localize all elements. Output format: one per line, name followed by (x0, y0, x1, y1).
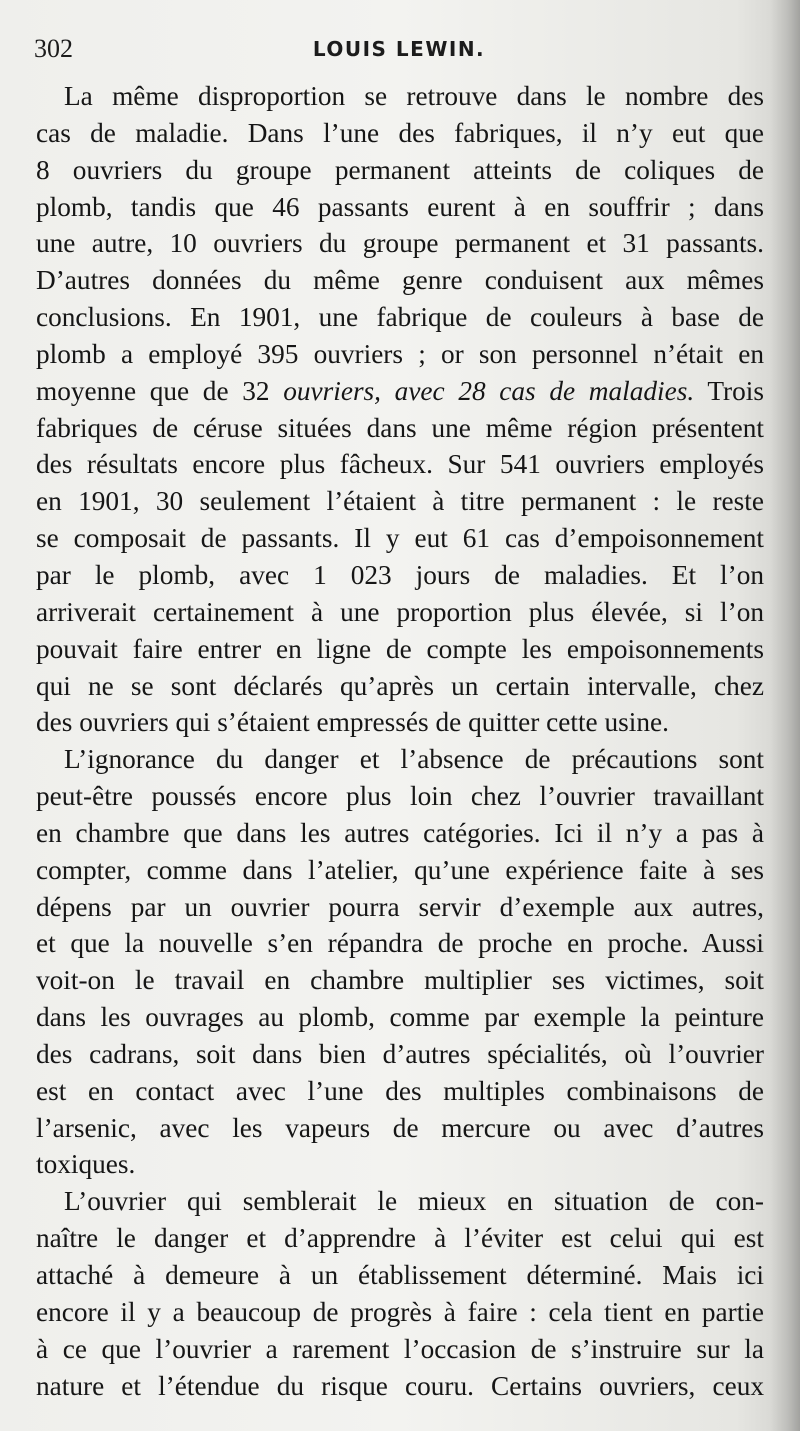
page-header (34, 34, 764, 74)
text-line: des résultats encore plus fâcheux. Sur 541 ouvriers employés (36, 449, 764, 480)
text-run: Trois (694, 375, 765, 406)
text-line: et que la nouvelle s’en répandra de proche en proche. Aussi (36, 928, 764, 959)
running-head: LOUIS LEWIN. (312, 37, 486, 61)
text-line: L’ouvrier qui semblerait le mieux en situation de con- (64, 1186, 764, 1217)
text-line: conclusions. En 1901, une fabrique de couleurs à base de (36, 302, 764, 333)
text-line: plomb, tandis que 46 passants eurent à en souffrir ; dans (36, 191, 764, 222)
text-line: D’autres données du même genre conduisent aux mêmes (36, 265, 764, 296)
text-line: voit-on le travail en chambre multiplier ses victimes, soit (36, 965, 764, 996)
text-line: toxiques. (36, 1149, 136, 1180)
text-line: à ce que l’ouvrier a rarement l’occasion de s’instruire sur la (36, 1333, 764, 1364)
text-line (36, 373, 764, 410)
paragraph (36, 741, 764, 1183)
text-line: fabriques de céruse situées dans une même région présentent (36, 412, 764, 443)
page-gutter-shadow (770, 0, 800, 1431)
text-line: des cadrans, soit dans bien d’autres spécialités, où l’ouvrier (36, 1038, 764, 1069)
text-line: nature et l’étendue du risque couru. Certains ouvriers, ceux (36, 1370, 764, 1401)
text-line: dépens par un ouvrier pourra servir d’exemple aux autres, (36, 891, 764, 922)
text-line: en chambre que dans les autres catégories. Ici il n’y a pas à (36, 817, 764, 848)
text-line: en 1901, 30 seulement l’étaient à titre permanent : le reste (36, 486, 764, 517)
text-line: L’ignorance du danger et l’absence de précautions sont (64, 744, 764, 775)
text-line: se composait de passants. Il y eut 61 cas d’empoisonnement (36, 523, 764, 554)
paragraph (36, 78, 764, 741)
text-run: moyenne que de 32 (36, 375, 284, 406)
text-line: arriverait certainement à une proportion plus élevée, si l’on (36, 596, 764, 627)
italic-text-run: ouvriers, avec 28 cas de maladies. (283, 375, 695, 406)
text-line: plomb a employé 395 ouvriers ; or son personnel n’était en (36, 338, 764, 369)
text-line: encore il y a beaucoup de progrès à faire : cela tient en partie (36, 1296, 764, 1327)
text-line: par le plomb, avec 1 023 jours de maladies. Et l’on (36, 559, 764, 590)
text-line: l’arsenic, avec les vapeurs de mercure ou avec d’autres (36, 1112, 764, 1143)
text-line: attaché à demeure à un établissement déterminé. Mais ici (36, 1260, 764, 1290)
text-line: dans les ouvrages au plomb, comme par exemple la peinture (36, 1002, 764, 1033)
page-number: 302 (34, 34, 73, 63)
text-line: 8 ouvriers du groupe permanent atteints de coliques de (36, 154, 764, 185)
paragraph (36, 1183, 764, 1404)
text-line: La même disproportion se retrouve dans le nombre des (64, 81, 764, 111)
text-line: est en contact avec l’une des multiples combinaisons de (36, 1075, 764, 1106)
text-line: cas de maladie. Dans l’une des fabriques, il n’y eut que (36, 117, 764, 148)
text-line: compter, comme dans l’atelier, qu’une expérience faite à ses (36, 854, 764, 885)
text-line: pouvait faire entrer en ligne de compte les empoisonnements (36, 633, 764, 664)
text-line: des ouvriers qui s’étaient empressés de quitter cette usine. (36, 707, 669, 738)
text-line: une autre, 10 ouvriers du groupe permanent et 31 passants. (36, 228, 764, 259)
text-line: peut-être poussés encore plus loin chez l’ouvrier travaillant (36, 781, 764, 812)
text-line: qui ne se sont déclarés qu’après un certain intervalle, chez (36, 670, 764, 701)
text-line: naître le danger et d’apprendre à l’éviter est celui qui est (36, 1223, 764, 1254)
body-text (36, 78, 764, 1404)
